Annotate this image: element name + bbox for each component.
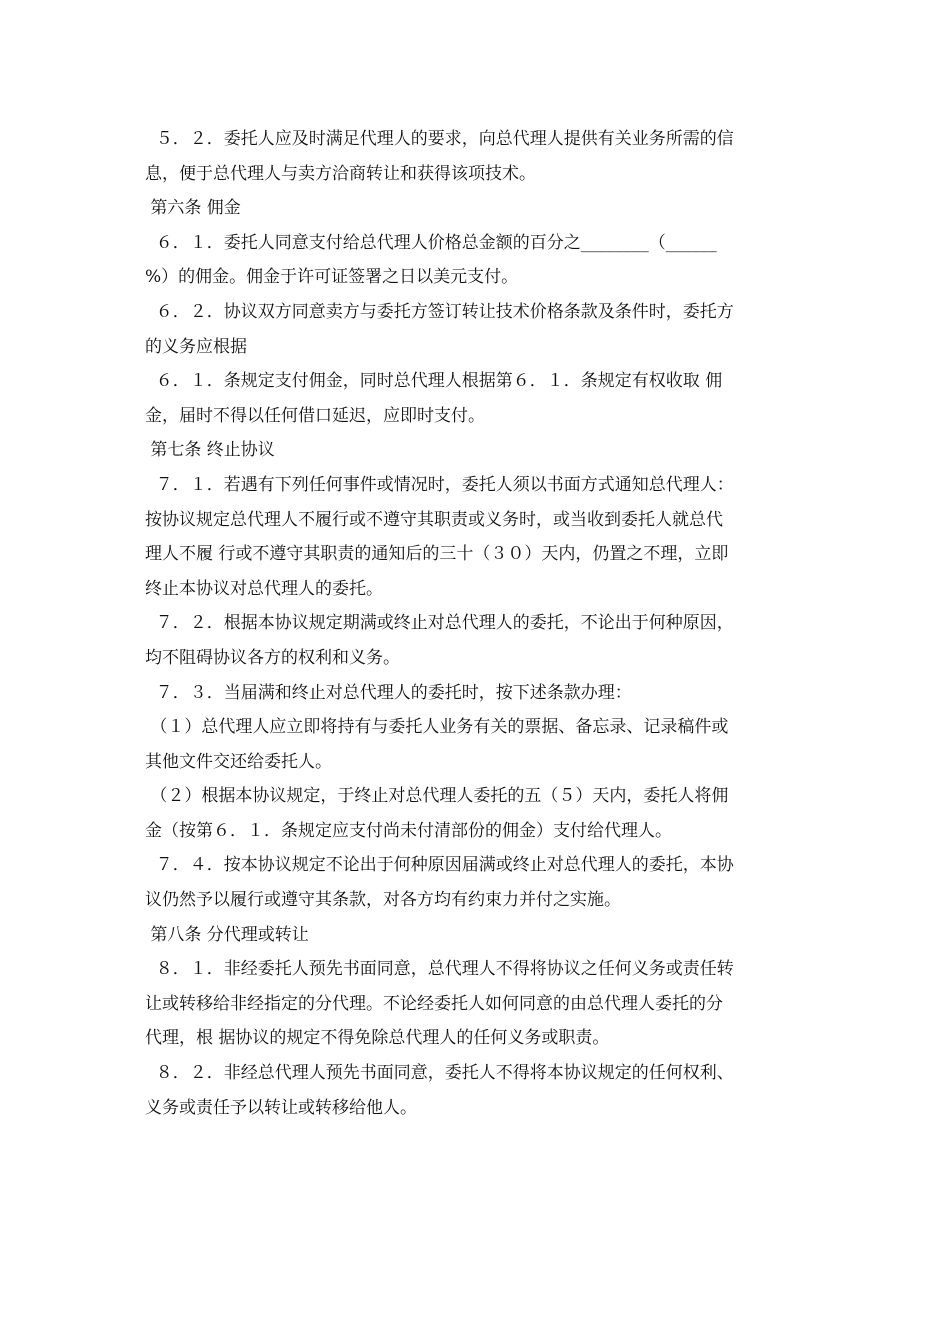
text-line: ６．１．条规定支付佣金，同时总代理人根据第６．１．条规定有权收取 佣 xyxy=(145,371,723,392)
article-heading: 第八条 分代理或转让 xyxy=(145,924,309,945)
text-line: ８．１．非经委托人预先书面同意，总代理人不得将协议之任何义务或责任转 xyxy=(145,959,734,980)
text-line: （１）总代理人应立即将持有与委托人业务有关的票据、备忘录、记录稿件或 xyxy=(145,717,729,738)
text-line: 义务或责任予以转让或转移给他人。 xyxy=(145,1097,417,1118)
text-line: 终止本协议对总代理人的委托。 xyxy=(145,578,383,599)
article-heading: 第六条 佣金 xyxy=(145,198,241,219)
text-line: ６．１．委托人同意支付给总代理人价格总金额的百分之________（______ xyxy=(145,232,717,253)
text-line: ７．２．根据本协议规定期满或终止对总代理人的委托，不论出于何种原因， xyxy=(145,613,734,634)
text-line: 金，届时不得以任何借口延迟，应即时支付。 xyxy=(145,405,485,426)
document-body xyxy=(145,122,815,1125)
text-line: %）的佣金。佣金于许可证签署之日以美元支付。 xyxy=(145,267,519,288)
text-line: 其他文件交还给委托人。 xyxy=(145,751,332,772)
text-line: ７．１．若遇有下列任何事件或情况时，委托人须以书面方式通知总代理人： xyxy=(145,474,734,495)
text-line: ８．２．非经总代理人预先书面同意，委托人不得将本协议规定的任何权利、 xyxy=(145,1063,734,1084)
text-line: 的义务应根据 xyxy=(145,336,247,357)
text-line: ５．２．委托人应及时满足代理人的要求，向总代理人提供有关业务所需的信 xyxy=(145,129,734,149)
text-line: ７．３．当届满和终止对总代理人的委托时，按下述条款办理： xyxy=(145,682,632,703)
text-line: 按协议规定总代理人不履行或不遵守其职责或义务时，或当收到委托人就总代 xyxy=(145,509,723,530)
text-line: 息，便于总代理人与卖方洽商转让和获得该项技术。 xyxy=(145,163,536,184)
text-line: 均不阻碍协议各方的权利和义务。 xyxy=(145,647,400,668)
text-line: ６．２．协议双方同意卖方与委托方签订转让技术价格条款及条件时，委托方 xyxy=(145,301,734,322)
text-line: 金（按第６．１．条规定应支付尚未付清部份的佣金）支付给代理人。 xyxy=(145,820,672,841)
article-heading: 第七条 终止协议 xyxy=(145,440,275,461)
text-line: （２）根据本协议规定，于终止对总代理人委托的五（５）天内，委托人将佣 xyxy=(145,786,729,807)
text-line: 让或转移给非经指定的分代理。不论经委托人如何同意的由总代理人委托的分 xyxy=(145,993,723,1014)
text-line: 代理，根 据协议的规定不得免除总代理人的任何义务或职责。 xyxy=(145,1028,610,1049)
text-line: 理人不履 行或不遵守其职责的通知后的三十（３０）天内，仍置之不理，立即 xyxy=(145,544,729,565)
text-line: 议仍然予以履行或遵守其条款，对各方均有约束力并付之实施。 xyxy=(145,890,621,911)
text-line: ７．４．按本协议规定不论出于何种原因届满或终止对总代理人的委托，本协 xyxy=(145,855,734,876)
